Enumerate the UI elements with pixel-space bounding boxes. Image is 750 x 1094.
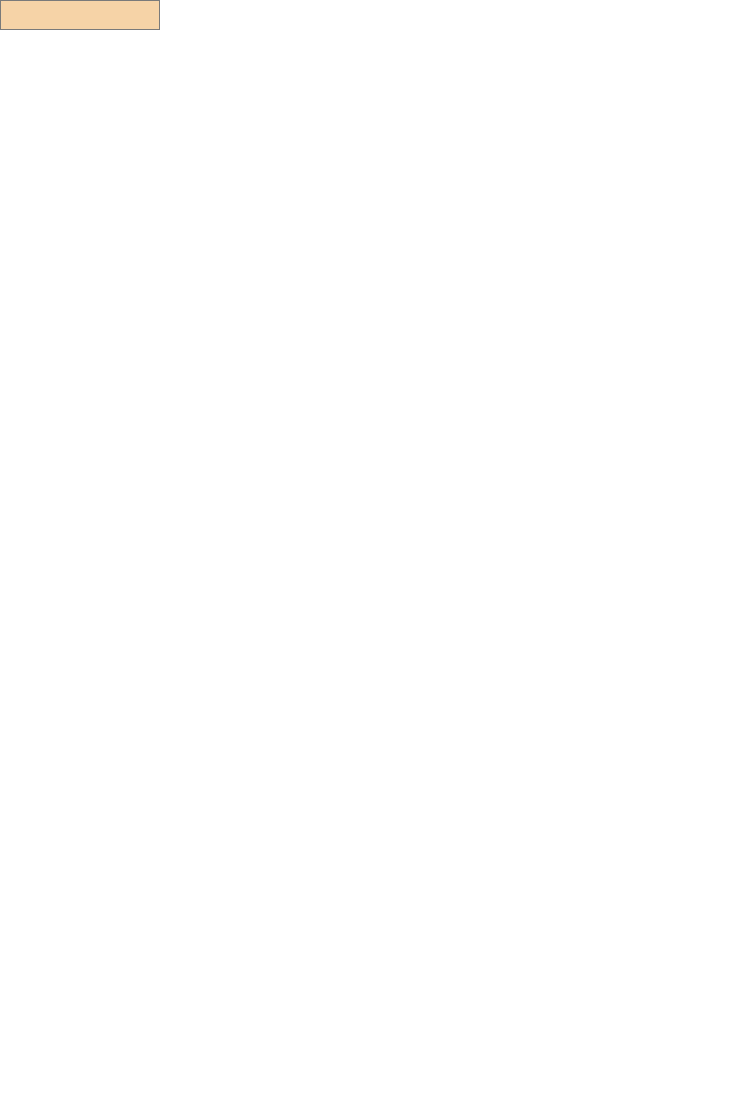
product-title — [0, 0, 160, 30]
